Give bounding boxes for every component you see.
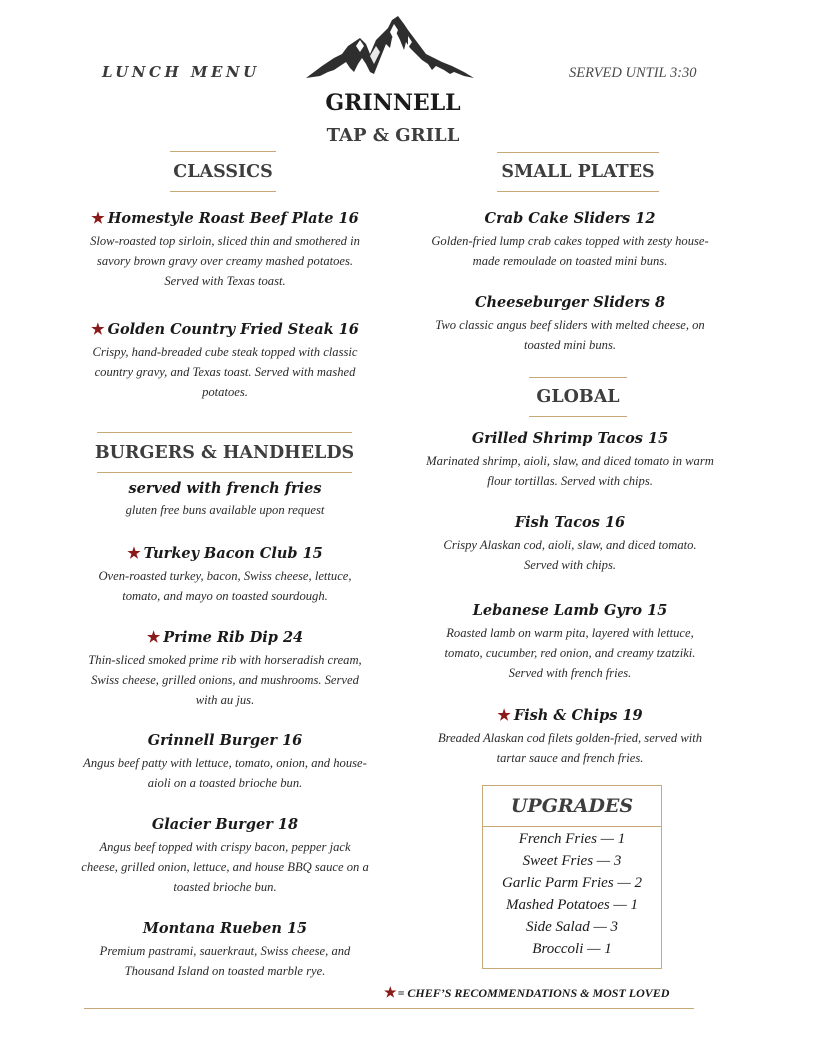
item-title: Montana Rueben 15 — [142, 920, 308, 937]
item-title: Turkey Bacon Club 15 — [143, 545, 323, 562]
item-description: Angus beef topped with crispy bacon, pepper jack cheese, grilled onion, lettuce, and house BBQ sauce on a toasted brioche bun. — [81, 840, 369, 894]
upgrades-box — [482, 785, 662, 969]
item-description: Slow-roasted top sirloin, sliced thin and smothered in savory brown gravy over creamy mashed potatoes. Served with Texas toast. — [90, 234, 360, 288]
item-title: Lebanese Lamb Gyro 15 — [472, 602, 668, 619]
menu-item — [80, 919, 370, 981]
mountain-logo-icon — [304, 14, 476, 80]
star-icon: ★ — [91, 209, 105, 227]
menu-item — [426, 429, 714, 491]
star-icon: ★ — [497, 706, 511, 724]
item-title: Homestyle Roast Beef Plate 16 — [107, 210, 359, 227]
star-icon: ★ — [91, 320, 105, 338]
item-description: Roasted lamb on warm pita, layered with lettuce, tomato, cucumber, red onion, and creamy tzatziki. Served with french fries. — [444, 626, 696, 680]
menu-item — [80, 815, 370, 897]
legend — [384, 985, 669, 1002]
legend-text: = CHEF’S RECOMMENDATIONS & MOST LOVED — [397, 986, 670, 1000]
menu-item — [80, 731, 370, 793]
menu-item — [80, 627, 370, 710]
item-description: Two classic angus beef sliders with melted cheese, on toasted mini buns. — [435, 318, 705, 352]
menu-item — [428, 209, 712, 271]
item-title: Grinnell Burger 16 — [147, 732, 303, 749]
menu-item — [80, 543, 370, 606]
item-title: Prime Rib Dip 24 — [163, 629, 304, 646]
item-description: Breaded Alaskan cod filets golden-fried, served with tartar sauce and french fries. — [437, 731, 703, 765]
upgrade-item: Side Salad — 3 — [525, 919, 619, 935]
item-description: Golden-fried lump crab cakes topped with zesty house-made remoulade on toasted mini buns. — [431, 234, 709, 268]
upgrade-item: Garlic Parm Fries — 2 — [502, 875, 642, 891]
served-until-label: SERVED UNTIL 3:30 — [569, 65, 697, 81]
star-icon: ★ — [146, 628, 161, 646]
upgrade-item: Broccoli — 1 — [532, 941, 612, 957]
burgers-subnote: gluten free buns available upon request — [125, 503, 325, 517]
menu-item — [426, 513, 714, 575]
restaurant-name: GRINNELL — [325, 90, 461, 116]
item-description: Marinated shrimp, aioli, slaw, and diced tomato in warm flour tortillas. Served with chips. — [426, 454, 714, 488]
section-classics: CLASSICS — [170, 151, 276, 192]
item-description: Premium pastrami, sauerkraut, Swiss cheese, and Thousand Island on toasted marble rye. — [99, 944, 351, 978]
menu-item — [428, 293, 712, 355]
upgrades-list — [483, 827, 661, 960]
item-description: Thin-sliced smoked prime rib with horseradish cream, Swiss cheese, grilled onions, and mushrooms. Served with au jus. — [88, 653, 362, 707]
menu-item — [426, 601, 714, 683]
item-description: Crispy, hand-breaded cube steak topped with classic country gravy, and Texas toast. Served with mashed potatoes. — [92, 345, 358, 399]
restaurant-subtitle: TAP & GRILL — [326, 125, 460, 146]
upgrade-item: Mashed Potatoes — 1 — [505, 897, 639, 913]
item-description: Oven-roasted turkey, bacon, Swiss cheese, lettuce, tomato, and mayo on toasted sourdough. — [98, 569, 352, 603]
burgers-note: served with french fries — [128, 480, 322, 497]
menu-item — [426, 705, 714, 768]
star-icon: ★ — [127, 544, 141, 562]
item-description: Crispy Alaskan cod, aioli, slaw, and diced tomato. Served with chips. — [443, 538, 697, 572]
star-icon: ★ — [384, 986, 397, 1001]
item-title: Cheeseburger Sliders 8 — [474, 294, 666, 311]
item-title: Golden Country Fried Steak 16 — [107, 321, 359, 338]
menu-label: LUNCH MENU — [102, 63, 260, 81]
item-title: Fish Tacos 16 — [514, 514, 626, 531]
upgrade-item: Sweet Fries — 3 — [522, 853, 622, 869]
item-description: Angus beef patty with lettuce, tomato, onion, and house-aioli on a toasted brioche bun. — [83, 756, 367, 790]
menu-item — [80, 319, 370, 402]
item-title: Glacier Burger 18 — [151, 816, 299, 833]
menu-item — [80, 208, 370, 291]
section-small-plates: SMALL PLATES — [497, 152, 659, 192]
upgrades-title: UPGRADES — [483, 786, 661, 827]
item-title: Crab Cake Sliders 12 — [484, 210, 656, 227]
section-global: GLOBAL — [529, 377, 627, 417]
footer-divider — [84, 1008, 694, 1009]
section-burgers: BURGERS & HANDHELDS — [97, 432, 352, 473]
item-title: Fish & Chips 19 — [513, 707, 643, 724]
item-title: Grilled Shrimp Tacos 15 — [471, 430, 669, 447]
upgrade-item: French Fries — 1 — [518, 831, 626, 847]
